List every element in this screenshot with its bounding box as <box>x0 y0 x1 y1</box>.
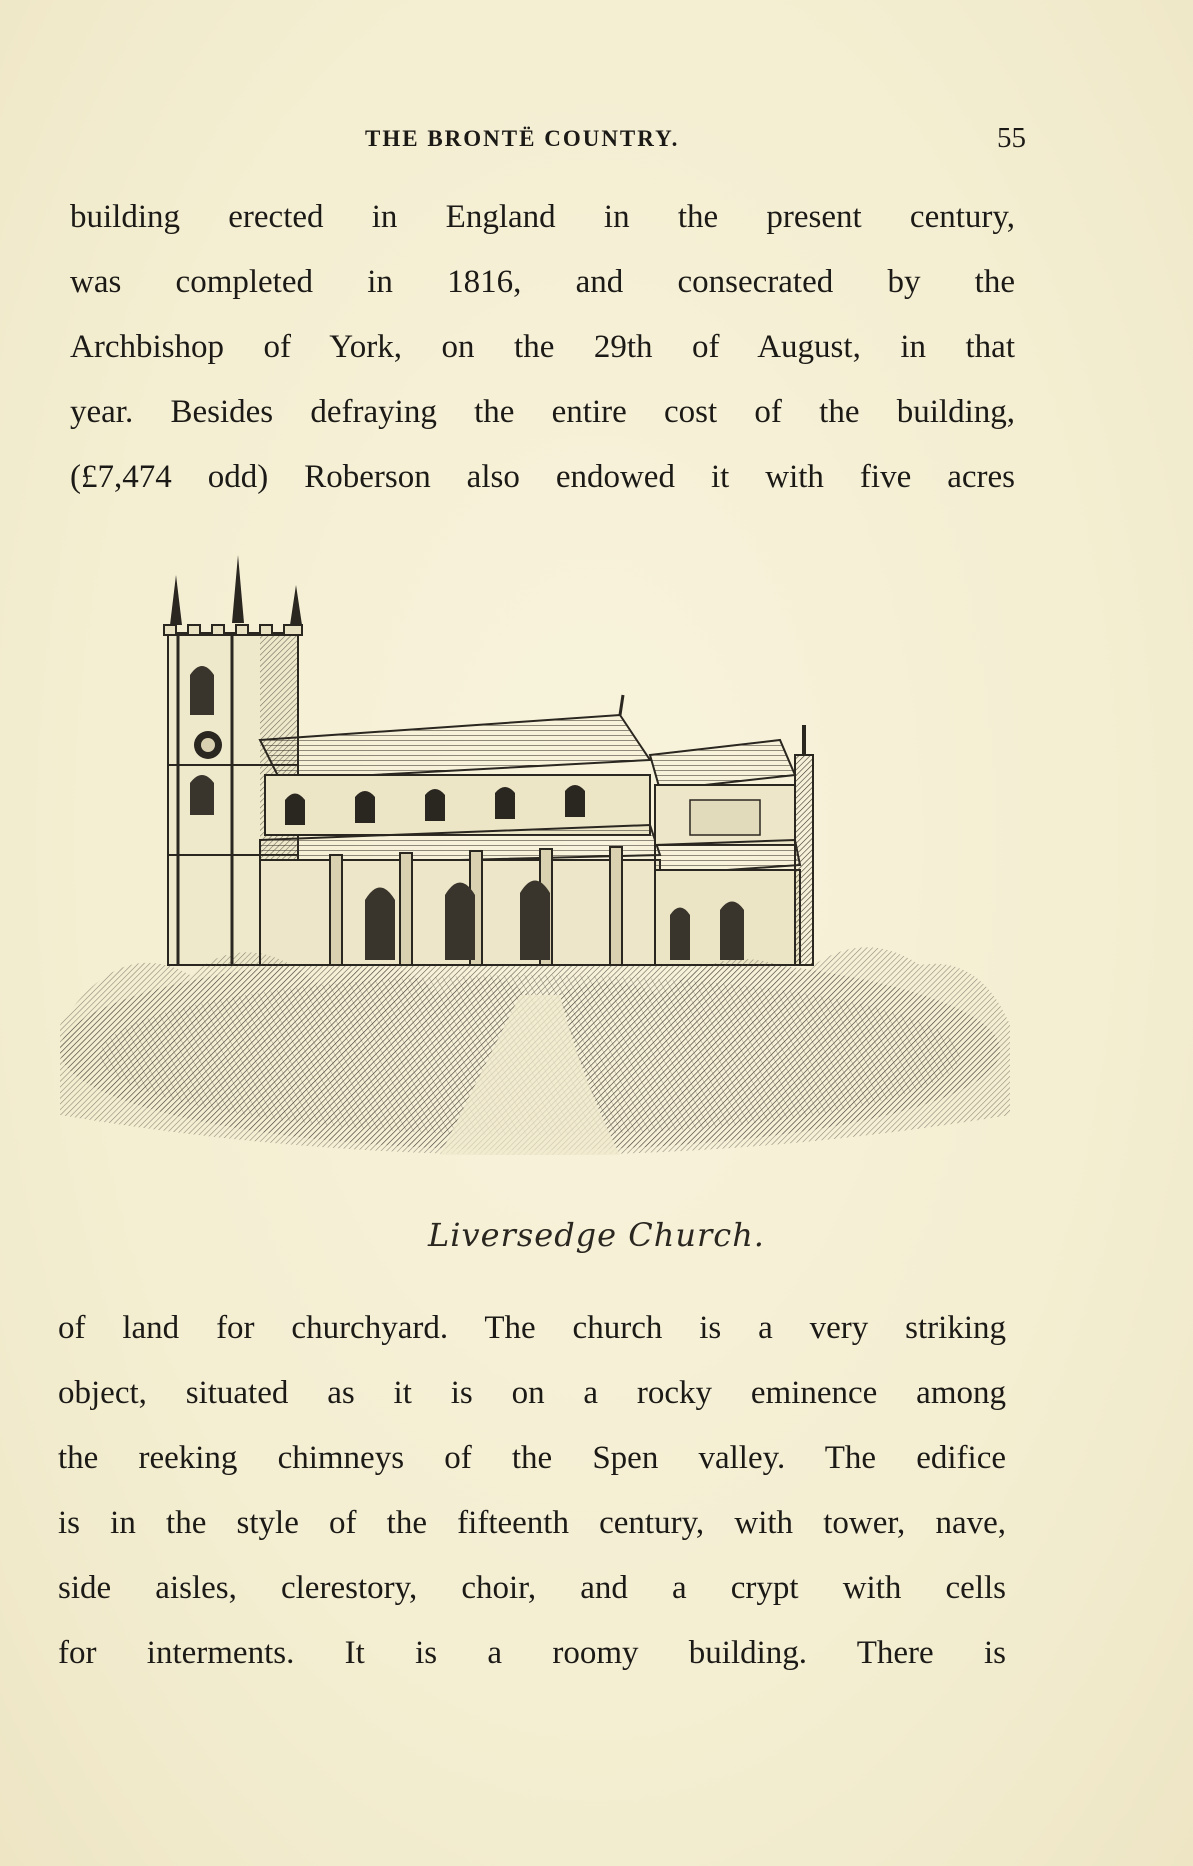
text-line: year. Besides defraying the entire cost of the building, <box>70 394 1015 430</box>
text-line: was completed in 1816, and consecrated by the <box>70 264 1015 300</box>
text-line: (£7,474 odd) Roberson also endowed it with five acres <box>70 459 1015 495</box>
paragraph-top <box>70 185 1015 510</box>
text-line: object, situated as it is on a rocky eminence among <box>58 1375 1006 1411</box>
running-head <box>70 122 1026 162</box>
running-title: THE BRONTË COUNTRY. <box>365 126 680 151</box>
text-line: building erected in England in the present century, <box>70 199 1015 235</box>
text-line: of land for churchyard. The church is a very striking <box>58 1310 1006 1346</box>
text-line: side aisles, clerestory, choir, and a crypt with cells <box>58 1570 1006 1606</box>
paragraph-bottom <box>58 1296 1006 1686</box>
text-line: the reeking chimneys of the Spen valley. The edifice <box>58 1440 1006 1476</box>
text-line: Archbishop of York, on the 29th of August, in that <box>70 329 1015 365</box>
page-number: 55 <box>997 122 1026 154</box>
text-line: for interments. It is a roomy building. There is <box>58 1635 1006 1671</box>
text-line: is in the style of the fifteenth century, with tower, nave, <box>58 1505 1006 1541</box>
figure-caption: Liversedge Church. <box>428 1216 765 1254</box>
church-illustration <box>60 555 1010 1165</box>
